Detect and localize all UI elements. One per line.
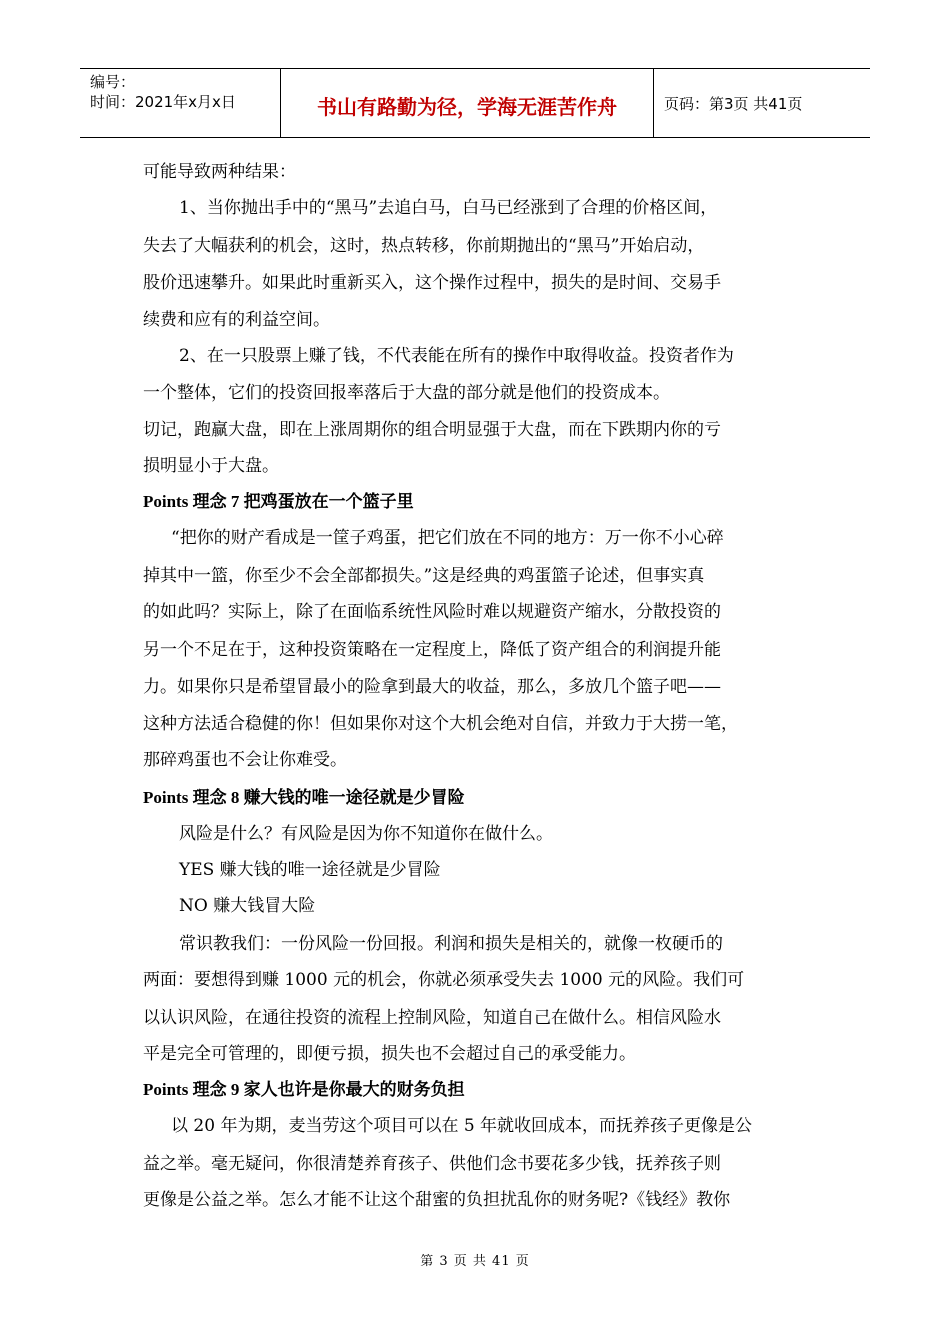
motto-text: 书山有路勤为径，学海无涯苦作舟 bbox=[317, 95, 617, 119]
text-line: 一个整体，它们的投资回报率落后于大盘的部分就是他们的投资成本。 bbox=[143, 383, 670, 403]
text-line: NO 赚大钱冒大险 bbox=[179, 896, 316, 916]
section-heading-8: Points 理念 8 赚大钱的唯一途径就是少冒险 bbox=[143, 788, 465, 807]
text-line: 掉其中一篮，你至少不会全部都损失。”这是经典的鸡蛋篮子论述，但事实真 bbox=[143, 566, 705, 586]
text-line: 以 20 年为期，麦当劳这个项目可以在 5 年就收回成本，而抚养孩子更像是公 bbox=[171, 1116, 753, 1136]
text-line: 损明显小于大盘。 bbox=[143, 456, 279, 476]
header-page-cell bbox=[654, 69, 870, 137]
section-heading-7: Points 理念 7 把鸡蛋放在一个篮子里 bbox=[143, 492, 414, 511]
page-number-label: 页码：第3页 共41页 bbox=[664, 95, 803, 113]
page-footer: 第 3 页 共 41 页 bbox=[420, 1254, 530, 1269]
text-line: 股价迅速攀升。如果此时重新买入，这个操作过程中，损失的是时间、交易手 bbox=[143, 273, 721, 293]
text-line: “把你的财产看成是一筐子鸡蛋，把它们放在不同的地方：万一你不小心碎 bbox=[171, 528, 724, 548]
doc-number-label: 编号： bbox=[90, 73, 136, 91]
text-line: 益之举。毫无疑问，你很清楚养育孩子、供他们念书要花多少钱，抚养孩子则 bbox=[143, 1154, 721, 1174]
text-line: 这种方法适合稳健的你！但如果你对这个大机会绝对自信，并致力于大捞一笔， bbox=[143, 714, 738, 734]
text-line: 的如此吗？实际上，除了在面临系统性风险时难以规避资产缩水，分散投资的 bbox=[143, 602, 721, 622]
text-line: YES 赚大钱的唯一途径就是少冒险 bbox=[179, 860, 441, 880]
text-line: 更像是公益之举。怎么才能不让这个甜蜜的负担扰乱你的财务呢?《钱经》教你 bbox=[143, 1190, 731, 1210]
text-line: 常识教我们：一份风险一份回报。利润和损失是相关的，就像一枚硬币的 bbox=[179, 934, 723, 954]
text-line: 另一个不足在于，这种投资策略在一定程度上，降低了资产组合的利润提升能 bbox=[143, 640, 721, 660]
text-line: 失去了大幅获利的机会，这时，热点转移，你前期抛出的“黑马”开始启动， bbox=[143, 236, 705, 256]
header-info-cell bbox=[80, 69, 281, 137]
text-line: 力。如果你只是希望冒最小的险拿到最大的收益，那么，多放几个篮子吧—— bbox=[143, 677, 721, 697]
text-line: 续费和应有的利益空间。 bbox=[143, 310, 330, 330]
text-line: 2、在一只股票上赚了钱，不代表能在所有的操作中取得收益。投资者作为 bbox=[179, 346, 734, 366]
date-label: 时间：2021年x月x日 bbox=[90, 93, 236, 111]
text-line: 那碎鸡蛋也不会让你难受。 bbox=[143, 750, 347, 770]
text-line: 两面：要想得到赚 1000 元的机会，你就必须承受失去 1000 元的风险。我们可 bbox=[143, 970, 745, 990]
text-line: 以认识风险，在通往投资的流程上控制风险，知道自己在做什么。相信风险水 bbox=[143, 1008, 721, 1028]
text-line: 平是完全可管理的，即便亏损，损失也不会超过自己的承受能力。 bbox=[143, 1044, 636, 1064]
text-line: 切记，跑赢大盘，即在上涨周期你的组合明显强于大盘，而在下跌期内你的亏 bbox=[143, 420, 721, 440]
text-line: 风险是什么？有风险是因为你不知道你在做什么。 bbox=[179, 824, 553, 844]
header-motto-cell bbox=[281, 69, 654, 137]
text-line: 1、当你抛出手中的“黑马”去追白马，白马已经涨到了合理的价格区间， bbox=[179, 198, 718, 218]
text-line: 可能导致两种结果： bbox=[143, 162, 296, 182]
section-heading-9: Points 理念 9 家人也许是你最大的财务负担 bbox=[143, 1080, 465, 1099]
page-header bbox=[80, 68, 870, 138]
